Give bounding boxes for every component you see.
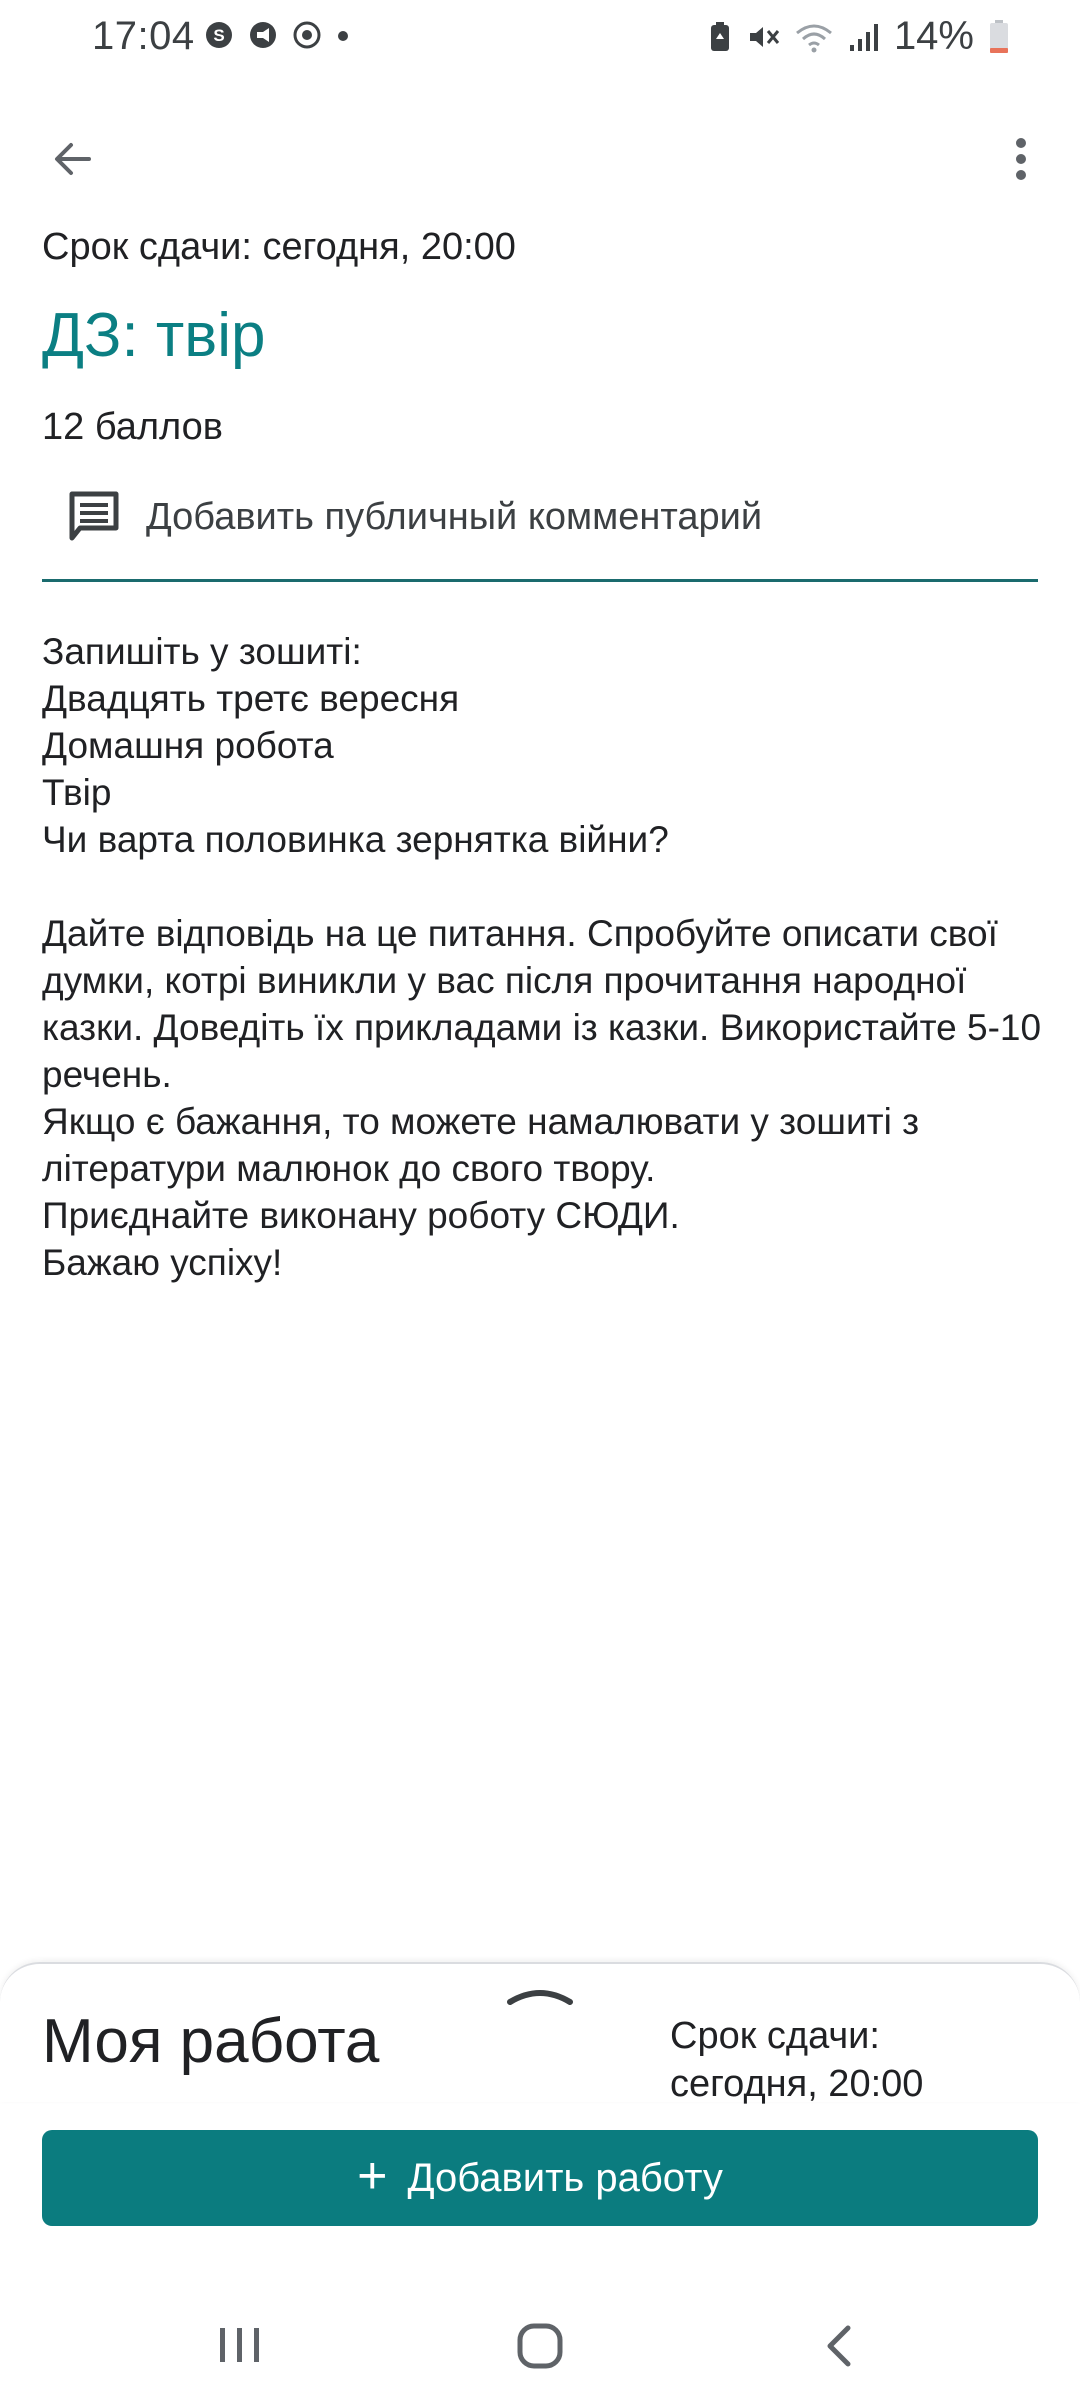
status-left-icons <box>204 20 350 50</box>
wifi-icon <box>794 21 834 53</box>
status-bar <box>0 0 1080 80</box>
nav-back-icon[interactable] <box>810 2316 870 2376</box>
app-bar <box>0 110 1080 200</box>
more-options-button[interactable] <box>986 124 1056 194</box>
megaphone-icon <box>248 20 278 50</box>
my-work-due <box>670 2012 923 2108</box>
battery-icon <box>988 19 1010 55</box>
status-right-icons <box>708 14 1010 59</box>
svg-text:S: S <box>213 26 225 45</box>
add-class-comment-button[interactable] <box>42 480 1038 582</box>
dot-icon <box>336 20 350 50</box>
add-work-button[interactable] <box>42 2130 1038 2226</box>
signal-icon <box>848 21 880 53</box>
comment-icon <box>66 488 122 544</box>
status-time: 17:04 <box>92 14 195 58</box>
recents-icon[interactable] <box>210 2320 270 2370</box>
more-vert-icon <box>1013 135 1029 183</box>
points-label: 12 баллов <box>42 406 223 448</box>
battery-saver-icon <box>708 21 732 53</box>
expand-up-icon[interactable] <box>504 1978 576 2008</box>
sync-icon <box>292 20 322 50</box>
my-work-sheet[interactable] <box>0 1962 1080 2105</box>
my-work-due-label: Срок сдачи: <box>670 2015 880 2057</box>
assignment-instructions: Запишіть у зошиті: Двадцять третє вересня Домашня робота Твір Чи варта половинка зернятка війни? Дайте відповідь на це питання. Спробуйте описати свої думки, котрі виникли у вас після прочитання народної казки. Доведіть їх прикладами із казки. Використайте 5-10 речень. Якщо є бажання, то можете намалювати у зошиті з літератури малюнок до свого твору. Приєднайте виконану роботу СЮДИ. Бажаю успіху! <box>42 631 1042 1283</box>
assignment-title: ДЗ: твір <box>42 301 266 370</box>
add-work-label: Добавить работу <box>407 2155 723 2200</box>
skype-icon <box>204 20 234 50</box>
battery-percent: 14% <box>893 14 974 58</box>
comment-placeholder: Добавить публичный комментарий <box>146 496 763 538</box>
my-work-due-value: сегодня, 20:00 <box>670 2063 924 2105</box>
plus-icon: + <box>357 2147 388 2205</box>
system-nav-bar <box>0 2290 1080 2400</box>
due-date-label: Срок сдачи: сегодня, 20:00 <box>42 226 516 268</box>
home-icon[interactable] <box>510 2316 570 2376</box>
mute-icon <box>746 21 780 53</box>
back-button[interactable] <box>38 124 108 194</box>
arrow-left-icon <box>49 135 97 183</box>
my-work-title: Моя работа <box>42 2007 380 2076</box>
